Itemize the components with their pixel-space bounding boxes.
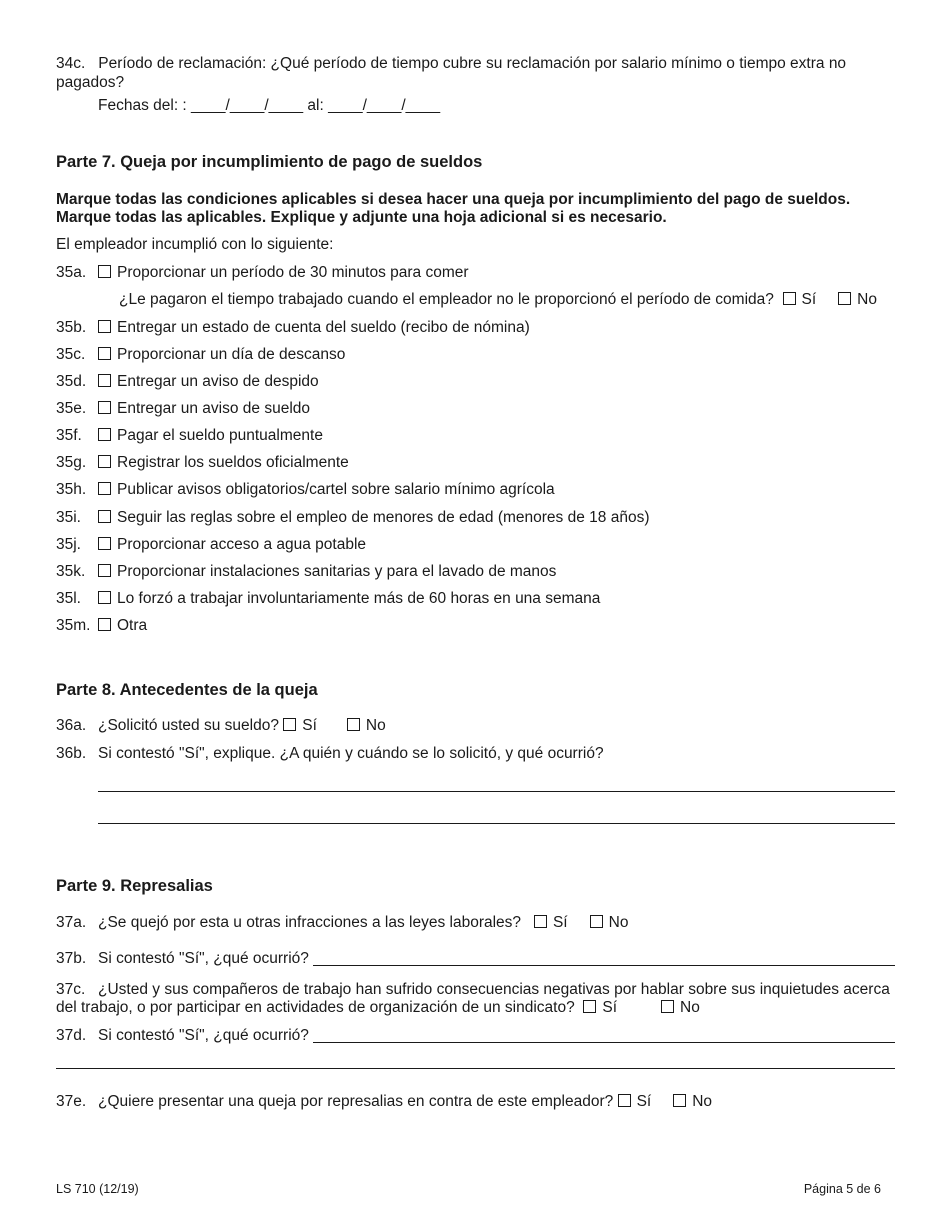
item-number: 35e.: [56, 400, 87, 417]
q37a-text: ¿Se quejó por esta u otras infracciones a las leyes laborales?: [98, 914, 522, 931]
item-label: Entregar un aviso de sueldo: [117, 400, 311, 417]
item-35f: [56, 427, 323, 445]
q37e-text: ¿Quiere presentar una queja por represalias en contra de este empleador?: [98, 1093, 614, 1110]
q37a-yes-label: Sí: [552, 914, 568, 931]
q36a-no-checkbox[interactable]: [347, 718, 360, 731]
footer-form-id: LS 710 (12/19): [56, 1182, 139, 1196]
part7-intro: El empleador incumplió con lo siguiente:: [56, 236, 334, 253]
item-35k: [56, 563, 556, 581]
item-label: Proporcionar un día de descanso: [117, 346, 346, 363]
q37c-line1: [56, 981, 890, 999]
item-number: 35f.: [56, 427, 82, 444]
item-label: Otra: [117, 617, 148, 634]
q37d-number: 37d.: [56, 1027, 87, 1044]
q34c-text: Período de reclamación: ¿Qué período de tiempo cubre su reclamación por salario mínimo o tiempo extra no: [98, 55, 847, 72]
q37c-no-label: No: [680, 999, 700, 1016]
item-label: Proporcionar instalaciones sanitarias y para el lavado de manos: [117, 563, 557, 580]
checkbox-35d[interactable]: [98, 374, 111, 387]
q36b-number: 36b.: [56, 745, 87, 762]
q36b-row: [56, 745, 604, 763]
q36a-number: 36a.: [56, 717, 87, 734]
checkbox-35m[interactable]: [98, 618, 111, 631]
item-number: 35h.: [56, 481, 87, 498]
checkbox-35e[interactable]: [98, 401, 111, 414]
item-label: Publicar avisos obligatorios/cartel sobre salario mínimo agrícola: [117, 481, 555, 498]
q36a-yes-label: Sí: [302, 717, 317, 734]
q37c-yes-label: Sí: [602, 999, 618, 1016]
checkbox-35f[interactable]: [98, 428, 111, 441]
q36b-answer-line-2[interactable]: [98, 823, 895, 824]
q37d-answer-line-1[interactable]: [313, 1042, 895, 1043]
item-label: Proporcionar acceso a agua potable: [117, 536, 367, 553]
item-number: 35i.: [56, 509, 81, 526]
q37c-line2: [56, 999, 700, 1017]
item-number: 35k.: [56, 563, 86, 580]
item-label: Entregar un estado de cuenta del sueldo (recibo de nómina): [117, 319, 530, 336]
checkbox-35c[interactable]: [98, 347, 111, 360]
item-number: 35m.: [56, 617, 91, 634]
q37c-text-2: del trabajo, o por participar en actividades de organización de un sindicato?: [56, 999, 575, 1016]
meal-question: ¿Le pagaron el tiempo trabajado cuando el empleador no le proporcionó el período de comida?: [119, 291, 774, 308]
part9-title: Parte 9. Represalias: [56, 877, 213, 895]
item-35m: [56, 617, 147, 635]
item-label: Proporcionar un período de 30 minutos para comer: [117, 264, 469, 281]
checkbox-35b[interactable]: [98, 320, 111, 333]
item-35e: [56, 400, 310, 418]
q37b-answer-line[interactable]: [313, 965, 895, 966]
item-35i: [56, 509, 649, 527]
q37c-no-checkbox[interactable]: [661, 1000, 674, 1013]
q37e-yes-checkbox[interactable]: [618, 1094, 631, 1107]
q37c-yes-checkbox[interactable]: [583, 1000, 596, 1013]
part8-title: Parte 8. Antecedentes de la queja: [56, 681, 318, 699]
item-35l: [56, 590, 600, 608]
q37d-text: Si contestó "Sí", ¿qué ocurrió?: [98, 1027, 309, 1044]
q36a-yes-checkbox[interactable]: [283, 718, 296, 731]
q34c-line1: [56, 55, 846, 73]
q37d-row: [56, 1027, 309, 1045]
item-number: 35l.: [56, 590, 81, 607]
q37a-yes-checkbox[interactable]: [534, 915, 547, 928]
item-number: 35b.: [56, 319, 87, 336]
part7-instruction-2: Marque todas las aplicables. Explique y adjunte una hoja adicional si es necesario.: [56, 209, 667, 226]
item-35g: [56, 454, 349, 472]
checkbox-35j[interactable]: [98, 537, 111, 550]
checkbox-35k[interactable]: [98, 564, 111, 577]
q37b-text: Si contestó "Sí", ¿qué ocurrió?: [98, 950, 309, 967]
q37b-row: [56, 950, 309, 968]
meal-no-label: No: [857, 291, 877, 308]
item-35j: [56, 536, 366, 554]
q36a-row: [56, 717, 386, 735]
meal-no-checkbox[interactable]: [838, 292, 851, 305]
checkbox-35i[interactable]: [98, 510, 111, 523]
item-number: 35d.: [56, 373, 87, 390]
q34c-dates-field[interactable]: Fechas del: : ____/____/____ al: ____/____/____: [98, 97, 441, 114]
q36a-text: ¿Solicitó usted su sueldo?: [98, 717, 279, 734]
q37a-number: 37a.: [56, 914, 87, 931]
checkbox-35h[interactable]: [98, 482, 111, 495]
q36b-text: Si contestó "Sí", explique. ¿A quién y cuándo se lo solicitó, y qué ocurrió?: [98, 745, 604, 762]
item-label: Seguir las reglas sobre el empleo de menores de edad (menores de 18 años): [117, 509, 650, 526]
item-label: Registrar los sueldos oficialmente: [117, 454, 349, 471]
item-number: 35j.: [56, 536, 81, 553]
item-35d: [56, 373, 319, 391]
q37e-number: 37e.: [56, 1093, 87, 1110]
meal-yes-label: Sí: [801, 291, 817, 308]
item-35c: [56, 346, 345, 364]
q36b-answer-line-1[interactable]: [98, 791, 895, 792]
q37a-row: [56, 914, 628, 932]
q37b-number: 37b.: [56, 950, 87, 967]
q37e-yes-label: Sí: [636, 1093, 652, 1110]
checkbox-35l[interactable]: [98, 591, 111, 604]
item-35h: [56, 481, 555, 499]
q34c-number: 34c.: [56, 55, 86, 72]
part7-instruction-1: Marque todas las condiciones aplicables si desea hacer una queja por incumplimiento del pago de sueldos.: [56, 191, 851, 208]
item-35b: [56, 319, 530, 337]
q37a-no-checkbox[interactable]: [590, 915, 603, 928]
q37c-number: 37c.: [56, 981, 86, 998]
q36a-no-label: No: [365, 717, 386, 734]
q37a-no-label: No: [608, 914, 629, 931]
q37e-no-label: No: [692, 1093, 713, 1110]
checkbox-35a[interactable]: [98, 265, 111, 278]
item-number: 35a.: [56, 264, 87, 281]
footer-page-number: Página 5 de 6: [803, 1182, 881, 1196]
item-label: Lo forzó a trabajar involuntariamente más de 60 horas en una semana: [117, 590, 601, 607]
q37e-row: [56, 1093, 712, 1111]
item-35a: [56, 264, 469, 282]
item-number: 35c.: [56, 346, 86, 363]
meal-question-row: [119, 291, 877, 309]
item-label: Entregar un aviso de despido: [117, 373, 319, 390]
q37e-no-checkbox[interactable]: [673, 1094, 686, 1107]
item-number: 35g.: [56, 454, 87, 471]
meal-yes-checkbox[interactable]: [783, 292, 796, 305]
q37c-text: ¿Usted y sus compañeros de trabajo han sufrido consecuencias negativas por hablar sobre sus inquietudes acerca: [98, 981, 890, 998]
checkbox-35g[interactable]: [98, 455, 111, 468]
q34c-line2: pagados?: [56, 74, 125, 91]
part7-title: Parte 7. Queja por incumplimiento de pago de sueldos: [56, 153, 483, 171]
item-label: Pagar el sueldo puntualmente: [117, 427, 323, 444]
q37d-answer-line-2[interactable]: [56, 1068, 895, 1069]
